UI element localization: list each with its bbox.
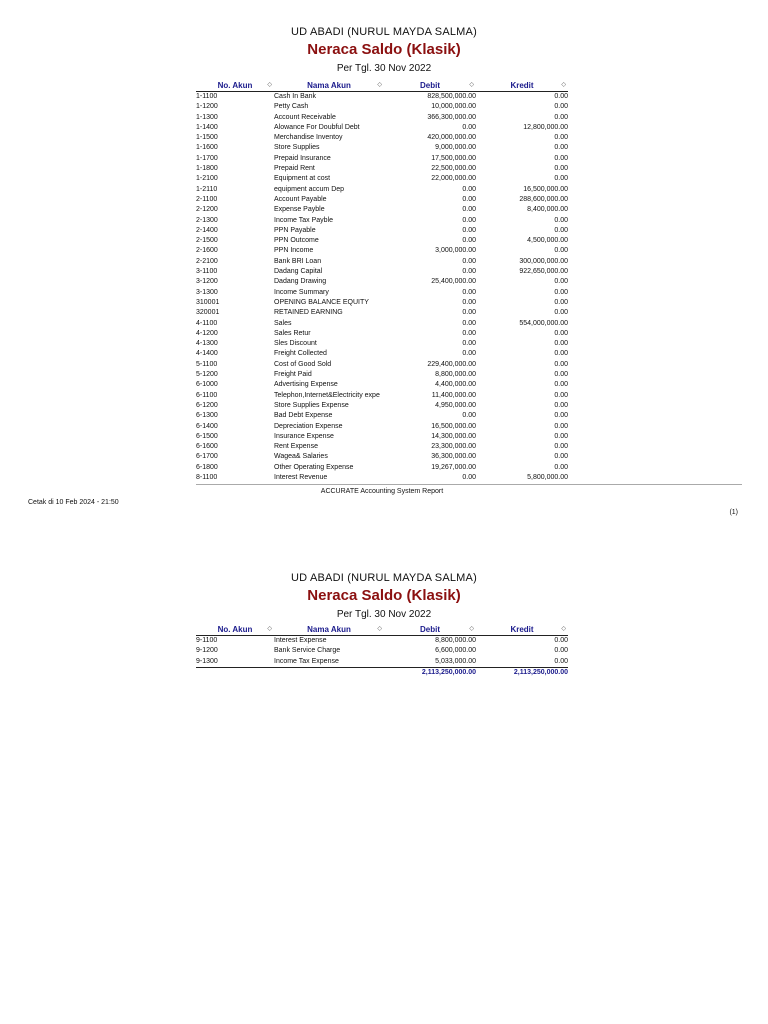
report-title: Neraca Saldo (Klasik) <box>307 587 461 604</box>
table-row <box>196 636 568 647</box>
kredit-value: 0.00 <box>554 422 568 430</box>
kredit-value: 12,800,000.00 <box>523 123 568 131</box>
account-name: Merchandise Inventoy <box>274 134 343 142</box>
account-number: 2-2100 <box>196 257 218 265</box>
account-name: RETAINED EARNING <box>274 309 343 317</box>
kredit-value: 0.00 <box>554 350 568 358</box>
account-number: 1-1100 <box>196 93 218 100</box>
debit-value: 366,300,000.00 <box>427 113 476 121</box>
debit-value: 4,950,000.00 <box>435 401 476 409</box>
table-row <box>196 257 568 267</box>
kredit-value: 0.00 <box>554 432 568 440</box>
table-header-row <box>196 80 568 92</box>
company-name: UD ABADI (NURUL MAYDA SALMA) <box>291 26 477 38</box>
kredit-value: 0.00 <box>554 657 568 665</box>
kredit-value: 0.00 <box>554 381 568 389</box>
account-name: OPENING BALANCE EQUITY <box>274 298 369 306</box>
kredit-value: 288,600,000.00 <box>519 195 568 203</box>
account-name: Alowance For Doubful Debt <box>274 123 360 131</box>
sort-icon[interactable]: ◇ <box>267 626 272 632</box>
trial-balance-table <box>196 624 568 678</box>
table-row <box>196 174 568 184</box>
account-number: 1-2100 <box>196 175 218 183</box>
account-number: 1-2110 <box>196 185 218 193</box>
kredit-value: 0.00 <box>554 154 568 162</box>
kredit-value: 0.00 <box>554 637 568 644</box>
debit-value: 19,267,000.00 <box>431 463 476 471</box>
column-header-nama-akun[interactable]: Nama Akun ◇ <box>274 624 384 636</box>
account-name: Freight Paid <box>274 371 312 379</box>
table-row <box>196 277 568 287</box>
account-number: 1-1500 <box>196 134 218 142</box>
kredit-value: 0.00 <box>554 144 568 152</box>
account-number: 3-1100 <box>196 268 218 276</box>
account-name: Account Receivable <box>274 113 336 121</box>
account-name: Interest Revenue <box>274 473 328 481</box>
table-row <box>196 143 568 153</box>
debit-value: 36,300,000.00 <box>431 453 476 461</box>
account-name: Interest Expense <box>274 637 327 644</box>
column-header-debit[interactable]: Debit ◇ <box>384 624 476 636</box>
sort-icon[interactable]: ◇ <box>469 82 474 88</box>
table-row <box>196 216 568 226</box>
account-number: 4-1300 <box>196 340 218 348</box>
kredit-value: 0.00 <box>554 360 568 368</box>
account-number: 3-1300 <box>196 288 218 296</box>
account-number: 9-1300 <box>196 657 218 665</box>
account-number: 6-1300 <box>196 412 218 420</box>
account-number: 310001 <box>196 298 220 306</box>
table-row <box>196 226 568 236</box>
report-title: Neraca Saldo (Klasik) <box>307 41 461 58</box>
debit-value: 9,000,000.00 <box>435 144 476 152</box>
account-number: 1-1400 <box>196 123 218 131</box>
table-row <box>196 646 568 656</box>
account-name: Prepaid Rent <box>274 165 315 173</box>
sort-icon[interactable]: ◇ <box>561 626 566 632</box>
account-number: 6-1200 <box>196 401 218 409</box>
table-row <box>196 154 568 164</box>
table-body <box>196 92 568 484</box>
table-header-row <box>196 624 568 636</box>
column-header-nama-akun[interactable]: Nama Akun ◇ <box>274 80 384 92</box>
account-number: 1-1600 <box>196 144 218 152</box>
debit-value: 0.00 <box>462 216 476 224</box>
debit-value: 4,400,000.00 <box>435 381 476 389</box>
column-header-no-akun[interactable]: No. Akun ◇ <box>196 80 274 92</box>
kredit-value: 0.00 <box>554 134 568 142</box>
kredit-value: 922,650,000.00 <box>519 268 568 276</box>
debit-value: 14,300,000.00 <box>431 432 476 440</box>
account-number: 4-1400 <box>196 350 218 358</box>
table-row <box>196 349 568 359</box>
account-name: Wagea& Salaries <box>274 453 328 461</box>
sort-icon[interactable]: ◇ <box>469 626 474 632</box>
account-name: Equipment at cost <box>274 175 331 183</box>
account-number: 2-1600 <box>196 247 218 255</box>
account-name: Depreciation Expense <box>274 422 343 430</box>
table-row <box>196 298 568 308</box>
table-row <box>196 195 568 205</box>
kredit-value: 0.00 <box>554 453 568 461</box>
total-debit: 2,113,250,000.00 <box>384 667 476 678</box>
account-number: 320001 <box>196 309 220 317</box>
kredit-value: 0.00 <box>554 103 568 111</box>
kredit-value: 16,500,000.00 <box>523 185 568 193</box>
account-number: 5-1200 <box>196 371 218 379</box>
account-name: Dadang Capital <box>274 268 323 276</box>
debit-value: 0.00 <box>462 195 476 203</box>
account-number: 6-1500 <box>196 432 218 440</box>
kredit-value: 0.00 <box>554 391 568 399</box>
account-name: Freight Collected <box>274 350 327 358</box>
kredit-value: 0.00 <box>554 278 568 286</box>
debit-value: 0.00 <box>462 237 476 245</box>
account-name: Dadang Drawing <box>274 278 327 286</box>
debit-value: 23,300,000.00 <box>431 443 476 451</box>
table-row <box>196 185 568 195</box>
account-name: Store Supplies <box>274 144 320 152</box>
report-footer: ACCURATE Accounting System Report <box>320 488 444 495</box>
table-row <box>196 113 568 123</box>
table-row <box>196 164 568 174</box>
account-number: 1-1300 <box>196 113 218 121</box>
account-number: 1-1800 <box>196 165 218 173</box>
account-name: Sales Retur <box>274 329 311 337</box>
account-name: Income Summary <box>274 288 329 296</box>
debit-value: 0.00 <box>462 329 476 337</box>
debit-value: 0.00 <box>462 298 476 306</box>
report-page-2 <box>0 570 768 676</box>
debit-value: 828,500,000.00 <box>427 93 476 100</box>
column-header-debit[interactable]: Debit ◇ <box>384 80 476 92</box>
table-row <box>196 319 568 329</box>
debit-value: 11,400,000.00 <box>431 391 476 399</box>
kredit-value: 300,000,000.00 <box>519 257 568 265</box>
account-number: 3-1200 <box>196 278 218 286</box>
account-number: 8-1100 <box>196 473 218 481</box>
report-page-1 <box>0 24 768 516</box>
table-row <box>196 411 568 421</box>
kredit-value: 0.00 <box>554 371 568 379</box>
account-name: Other Operating Expense <box>274 463 354 471</box>
table-row <box>196 370 568 380</box>
kredit-value: 0.00 <box>554 247 568 255</box>
debit-value: 0.00 <box>462 185 476 193</box>
account-name: Rent Expense <box>274 443 318 451</box>
debit-value: 8,800,000.00 <box>435 371 476 379</box>
account-name: Petty Cash <box>274 103 309 111</box>
table-row <box>196 401 568 411</box>
report-period: Per Tgl. 30 Nov 2022 <box>336 63 432 74</box>
debit-value: 16,500,000.00 <box>431 422 476 430</box>
account-name: PPN Income <box>274 247 314 255</box>
table-row <box>196 339 568 349</box>
kredit-value: 0.00 <box>554 226 568 234</box>
column-header-kredit[interactable]: Kredit ◇ <box>476 624 568 636</box>
kredit-value: 0.00 <box>554 412 568 420</box>
kredit-value: 0.00 <box>554 647 568 655</box>
kredit-value: 0.00 <box>554 463 568 471</box>
print-date: Cetak di 10 Feb 2024 - 21:50 <box>28 499 119 506</box>
table-row <box>196 92 568 103</box>
account-name: Bank BRI Loan <box>274 257 322 265</box>
debit-value: 3,000,000.00 <box>435 247 476 255</box>
account-name: Sales <box>274 319 292 327</box>
account-number: 1-1700 <box>196 154 218 162</box>
kredit-value: 0.00 <box>554 165 568 173</box>
debit-value: 229,400,000.00 <box>427 360 476 368</box>
debit-value: 5,033,000.00 <box>435 657 476 665</box>
debit-value: 0.00 <box>462 226 476 234</box>
account-number: 4-1200 <box>196 329 218 337</box>
debit-value: 420,000,000.00 <box>427 134 476 142</box>
account-number: 9-1100 <box>196 637 218 644</box>
kredit-value: 0.00 <box>554 401 568 409</box>
table-row <box>196 133 568 143</box>
table-row <box>196 308 568 318</box>
account-name: Bank Service Charge <box>274 647 341 655</box>
debit-value: 22,500,000.00 <box>431 165 476 173</box>
kredit-value: 0.00 <box>554 175 568 183</box>
debit-value: 0.00 <box>462 319 476 327</box>
sort-icon[interactable]: ◇ <box>561 82 566 88</box>
account-name: Expense Payble <box>274 206 325 214</box>
column-header-kredit[interactable]: Kredit ◇ <box>476 80 568 92</box>
debit-value: 6,600,000.00 <box>435 647 476 655</box>
debit-value: 17,500,000.00 <box>431 154 476 162</box>
account-name: Store Supplies Expense <box>274 401 349 409</box>
account-number: 6-1400 <box>196 422 218 430</box>
debit-value: 0.00 <box>462 340 476 348</box>
account-number: 6-1000 <box>196 381 218 389</box>
account-name: Income Tax Payble <box>274 216 334 224</box>
table-row <box>196 329 568 339</box>
table-row <box>196 205 568 215</box>
account-number: 2-1100 <box>196 195 218 203</box>
table-row <box>196 380 568 390</box>
table-row <box>196 432 568 442</box>
account-name: PPN Payable <box>274 226 316 234</box>
account-number: 2-1200 <box>196 206 218 214</box>
account-name: Income Tax Expense <box>274 657 339 665</box>
account-number: 5-1100 <box>196 360 218 368</box>
trial-balance-table <box>196 80 568 483</box>
sort-icon[interactable]: ◇ <box>377 82 382 88</box>
kredit-value: 0.00 <box>554 340 568 348</box>
account-number: 2-1500 <box>196 237 218 245</box>
table-row <box>196 267 568 277</box>
kredit-value: 0.00 <box>554 298 568 306</box>
kredit-value: 0.00 <box>554 443 568 451</box>
table-row <box>196 236 568 246</box>
account-name: Cost of Good Sold <box>274 360 332 368</box>
table-row <box>196 473 568 483</box>
kredit-value: 4,500,000.00 <box>527 237 568 245</box>
debit-value: 0.00 <box>462 206 476 214</box>
table-row <box>196 360 568 370</box>
kredit-value: 8,400,000.00 <box>527 206 568 214</box>
table-row <box>196 452 568 462</box>
debit-value: 8,800,000.00 <box>435 637 476 644</box>
account-number: 9-1200 <box>196 647 218 655</box>
total-row <box>196 667 568 678</box>
debit-value: 0.00 <box>462 473 476 481</box>
account-name: PPN Outcome <box>274 237 319 245</box>
debit-value: 0.00 <box>462 350 476 358</box>
debit-value: 0.00 <box>462 123 476 131</box>
kredit-value: 5,800,000.00 <box>527 473 568 481</box>
table-row <box>196 442 568 452</box>
debit-value: 25,400,000.00 <box>431 278 476 286</box>
debit-value: 22,000,000.00 <box>431 175 476 183</box>
account-number: 6-1700 <box>196 453 218 461</box>
account-name: Insurance Expense <box>274 432 334 440</box>
table-row <box>196 123 568 133</box>
kredit-value: 0.00 <box>554 309 568 317</box>
column-header-no-akun[interactable]: No. Akun ◇ <box>196 624 274 636</box>
table-row <box>196 391 568 401</box>
debit-value: 0.00 <box>462 412 476 420</box>
account-number: 6-1800 <box>196 463 218 471</box>
account-name: Prepaid Insurance <box>274 154 331 162</box>
kredit-value: 0.00 <box>554 216 568 224</box>
account-name: Account Payable <box>274 195 327 203</box>
kredit-value: 0.00 <box>554 288 568 296</box>
kredit-value: 0.00 <box>554 93 568 100</box>
debit-value: 0.00 <box>462 257 476 265</box>
kredit-value: 554,000,000.00 <box>519 319 568 327</box>
table-row <box>196 422 568 432</box>
debit-value: 0.00 <box>462 268 476 276</box>
account-number: 1-1200 <box>196 103 218 111</box>
account-name: Telephon,Internet&Electricity expe <box>274 391 380 399</box>
account-name: equipment accum Dep <box>274 185 345 193</box>
kredit-value: 0.00 <box>554 113 568 121</box>
page-number: (1) <box>729 509 738 516</box>
account-number: 2-1300 <box>196 216 218 224</box>
account-name: Bad Debt Expense <box>274 412 333 420</box>
table-row <box>196 288 568 298</box>
account-name: Sles Discount <box>274 340 317 348</box>
table-row <box>196 246 568 256</box>
footer-divider <box>196 484 742 485</box>
table-row <box>196 463 568 473</box>
account-name: Advertising Expense <box>274 381 338 389</box>
debit-value: 0.00 <box>462 309 476 317</box>
table-row <box>196 657 568 668</box>
account-number: 2-1400 <box>196 226 218 234</box>
kredit-value: 0.00 <box>554 329 568 337</box>
sort-icon[interactable]: ◇ <box>377 626 382 632</box>
total-kredit: 2,113,250,000.00 <box>476 667 568 678</box>
report-period: Per Tgl. 30 Nov 2022 <box>336 609 432 620</box>
account-name: Cash In Bank <box>274 93 317 100</box>
table-row <box>196 102 568 112</box>
table-body <box>196 636 568 668</box>
company-name: UD ABADI (NURUL MAYDA SALMA) <box>291 572 477 584</box>
account-number: 4-1100 <box>196 319 218 327</box>
sort-icon[interactable]: ◇ <box>267 82 272 88</box>
account-number: 6-1600 <box>196 443 218 451</box>
debit-value: 10,000,000.00 <box>431 103 476 111</box>
account-number: 6-1100 <box>196 391 218 399</box>
debit-value: 0.00 <box>462 288 476 296</box>
